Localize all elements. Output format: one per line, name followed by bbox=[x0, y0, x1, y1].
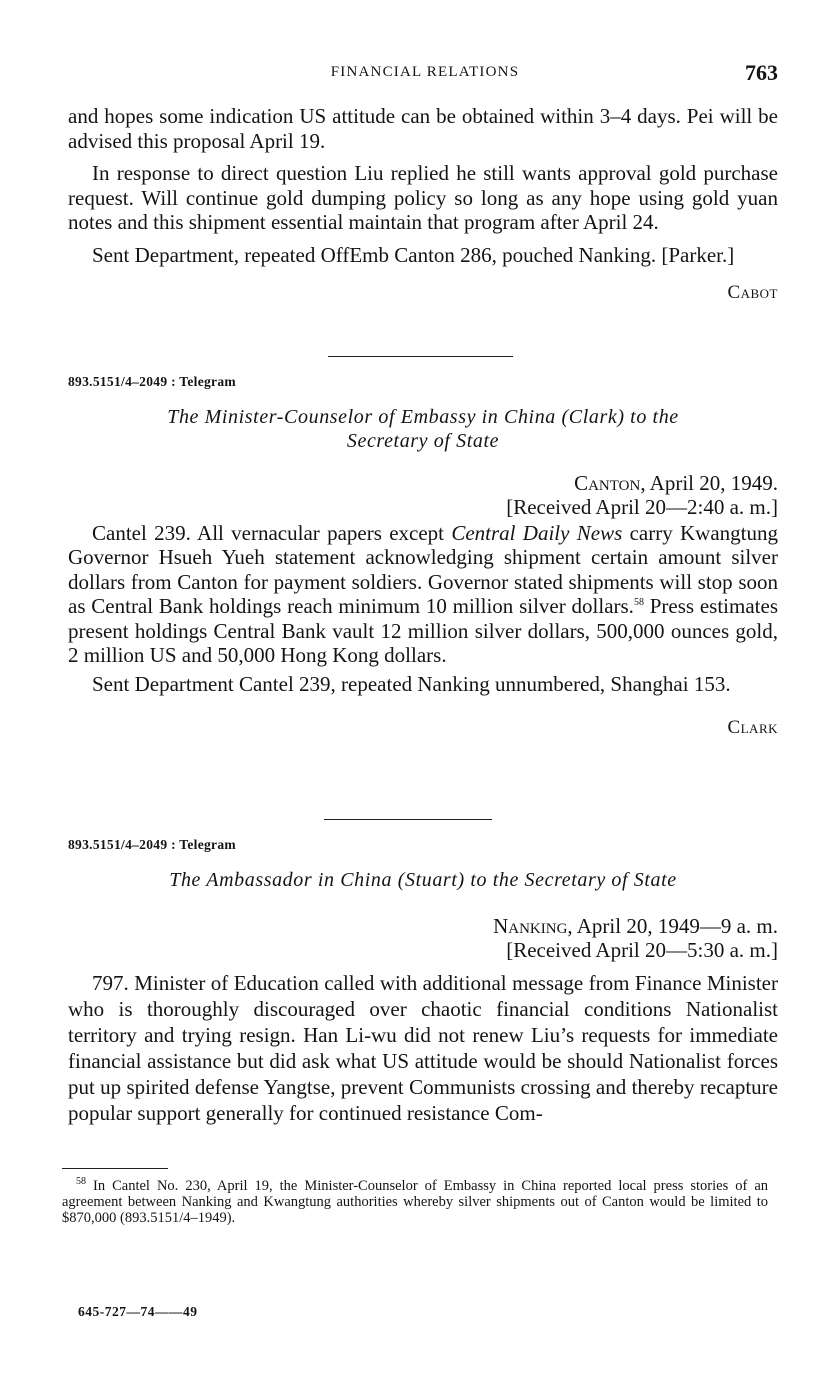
section-divider bbox=[328, 356, 513, 357]
paragraph: In response to direct question Liu replied he still wants approval gold purchase request. Will continue gold dumping policy so long as any hope using gold yuan notes and this shipment essential maintain that program after April 24. bbox=[68, 161, 778, 234]
running-head: FINANCIAL RELATIONS bbox=[330, 64, 520, 80]
received-line: [Received April 20—5:30 a. m.] bbox=[506, 937, 778, 962]
place-name: Canton bbox=[574, 470, 641, 495]
date: , April 20, 1949. bbox=[640, 470, 778, 495]
title-line: The Minister-Counselor of Embassy in China (Clark) to the bbox=[167, 405, 679, 428]
telegram-clark bbox=[68, 370, 778, 741]
document-title: The Ambassador in China (Stuart) to the Secretary of State bbox=[169, 868, 677, 891]
file-number: 893.5151/4–2049 : Telegram bbox=[68, 374, 236, 389]
footnote-reference: 58 bbox=[633, 597, 644, 608]
file-number-value: 893.5151/4–2049 bbox=[68, 374, 168, 389]
document-type: Telegram bbox=[179, 374, 236, 389]
newspaper-title: Central Daily News bbox=[451, 520, 623, 545]
paragraph: Sent Department Cantel 239, repeated Nanking unnumbered, Shanghai 153. bbox=[92, 671, 731, 696]
file-number: 893.5151/4–2049 : Telegram bbox=[68, 837, 236, 852]
signature-clark: Clark bbox=[727, 717, 778, 738]
footnote-number: 58 bbox=[76, 1176, 86, 1188]
file-number-value: 893.5151/4–2049 bbox=[68, 837, 168, 852]
date: , April 20, 1949—9 a. m. bbox=[567, 913, 778, 938]
paragraph: Sent Department, repeated OffEmb Canton 286, pouched Nanking. [Parker.] bbox=[92, 242, 735, 267]
section-divider bbox=[324, 819, 492, 820]
printer-code: 645-727—74——49 bbox=[78, 1304, 198, 1319]
footnote bbox=[62, 1178, 768, 1226]
paragraph: Cantel 239. All vernacular papers except Central Daily News carry Kwangtung Governor Hsueh Yueh statement acknowledging shipment certain amount silver dollars from Canton for payment soldiers. Governor stated shipments will stop soon as Central Bank holdings reach minimum 10 million silver dollars.$^{58}$ Press estimates present holdings Central Bank vault 12 million silver dollars, 500,000 ounces gold, 2 million US and 50,000 Hong Kong dollars. bbox=[68, 520, 778, 667]
footnote-divider bbox=[62, 1168, 168, 1169]
dateline bbox=[68, 471, 778, 519]
place-name: Nanking bbox=[493, 913, 568, 938]
page-header bbox=[70, 60, 780, 94]
paragraph: 797. Minister of Education called with additional message from Finance Minister who is thoroughly discouraged over chaotic financial conditions Nationalist territory and trying resign. Han Li-wu did not renew Liu’s requests for immediate financial assistance but did ask what US attitude would be should Nationalist forces put up spirited defense Yangtse, prevent Communists crossing and thereby recapture popular support generally for continued resistance Com- bbox=[68, 970, 778, 1125]
document-type: Telegram bbox=[179, 837, 236, 852]
paragraph: and hopes some indication US attitude can be obtained within 3–4 days. Pei will be advised this proposal April 19. bbox=[68, 104, 778, 153]
dateline bbox=[68, 914, 778, 962]
page-number: 763 bbox=[745, 60, 778, 85]
received-line: [Received April 20—2:40 a. m.] bbox=[506, 494, 778, 519]
telegram-stuart bbox=[68, 833, 778, 1126]
title-line: Secretary of State bbox=[346, 429, 500, 452]
signature-cabot: Cabot bbox=[727, 282, 778, 303]
document-title bbox=[68, 405, 778, 453]
previous-telegram-tail bbox=[68, 104, 778, 306]
footnote-text: $^{58}$ In Cantel No. 230, April 19, the Minister-Counselor of Embassy in China reported local press stories of an agreement between Nanking and Kwangtung authorities whereby silver shipments out of Canton would be limited to $870,000 (893.5151/4–1949). bbox=[62, 1176, 768, 1226]
